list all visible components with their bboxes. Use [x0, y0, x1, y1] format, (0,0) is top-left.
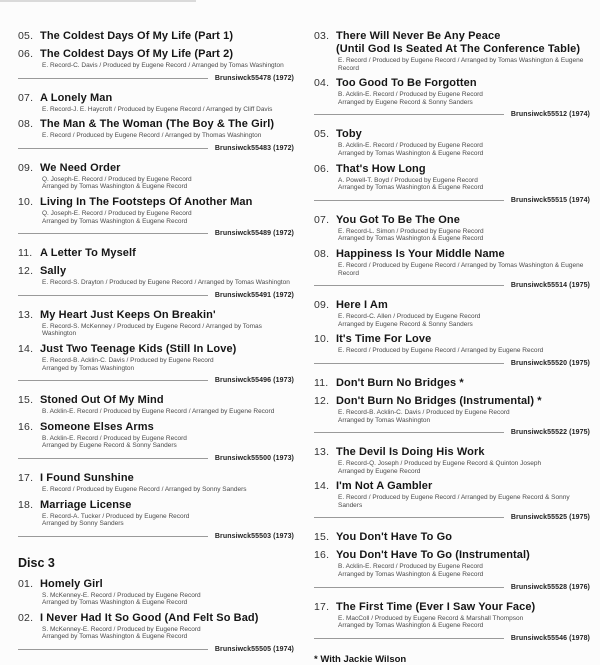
track-row [314, 549, 590, 578]
rule-line [18, 148, 208, 149]
track-title: Happiness Is Your Middle Name [336, 247, 505, 260]
track-credit: E. Record-A. Tucker / Produced by Eugene Record [42, 512, 190, 520]
track-number: 09. [18, 161, 34, 174]
track-credit: Arranged by Tomas Washington & Eugene Record [42, 217, 188, 225]
rule-line [314, 200, 504, 201]
track-credit: S. McKenney-E. Record / Produced by Eugene Record [42, 591, 201, 599]
track-credit: B. Acklin-E. Record / Produced by Eugene Record [338, 142, 483, 150]
track-title: Here I Am [336, 299, 388, 312]
catalog-number: Brunsiwck55483 (1972) [214, 144, 294, 152]
track-credit: E. Record-C. Davis / Produced by Eugene Record / Arranged by Tomas Washington [42, 62, 284, 69]
track-row [18, 472, 294, 494]
track-credit: E. Record-Q. Joseph / Produced by Eugene Record & Quinton Joseph [338, 460, 542, 468]
track-title: Homely Girl [40, 577, 103, 590]
track-number: 17. [18, 471, 34, 484]
track-row [314, 480, 590, 509]
track-credit: Arranged by Eugene Record [338, 467, 421, 475]
track-number: 14. [18, 342, 34, 355]
catalog-number: Brunsiwck55491 (1972) [214, 291, 294, 299]
track-row [18, 247, 294, 260]
track-credit: Q. Joseph-E. Record / Produced by Eugene Record [42, 209, 192, 217]
track-title: Toby [336, 128, 362, 141]
track-row [314, 377, 590, 390]
track-credit: Arranged by Tomas Washington [42, 364, 135, 372]
track-credit: E. Record-S. McKenney / Produced by Eugene Record / Arranged by Tomas Washington [42, 322, 262, 338]
track-credit: B. Acklin-E. Record / Produced by Eugene Record [338, 563, 483, 571]
track-number: 09. [314, 299, 330, 312]
catalog-number: Brunsiwck55500 (1973) [214, 454, 294, 462]
track-title: Just Two Teenage Kids (Still In Love) [40, 342, 237, 355]
track-body [40, 118, 294, 140]
track-number: 01. [18, 577, 34, 590]
track-row [314, 214, 590, 243]
track-number: 06. [18, 48, 34, 60]
track-row [314, 128, 590, 157]
track-row [314, 163, 590, 192]
track-row [18, 612, 294, 641]
track-credit: E. Record / Produced by Eugene Record / Arranged by Eugene Record [338, 347, 544, 355]
track-row [18, 578, 294, 607]
track-body [336, 299, 590, 328]
catalog-rule [18, 533, 294, 540]
rule-line [18, 78, 208, 79]
catalog-rule [18, 75, 294, 82]
track-row [314, 601, 590, 630]
track-body [336, 377, 590, 390]
track-body [40, 162, 294, 191]
track-row [314, 248, 590, 277]
track-body [40, 472, 294, 494]
rule-line [314, 114, 504, 115]
catalog-number: Brunsiwck55512 (1974) [510, 111, 590, 119]
track-credit: Arranged by Eugene Record & Sonny Sanders [42, 442, 177, 450]
rule-line [314, 363, 504, 364]
track-body [336, 531, 590, 544]
track-body [40, 247, 294, 260]
track-credit: Arranged by Tomas Washington & Eugene Record [338, 622, 484, 630]
track-number: 15. [314, 531, 330, 544]
track-row [18, 265, 294, 287]
track-title: Marriage License [40, 498, 132, 511]
track-body [40, 499, 294, 528]
track-number: 11. [314, 376, 329, 389]
track-credit: E. Record-J. E. Haycroft / Produced by Eugene Record / Arranged by Cliff Davis [42, 105, 273, 113]
right-column [312, 30, 590, 665]
track-number: 07. [18, 91, 34, 104]
track-title: The Devil Is Doing His Work [336, 446, 485, 459]
track-credit: A. Powell-T. Boyd / Produced by Eugene Record [338, 176, 478, 184]
track-title: It's Time For Love [336, 333, 432, 346]
track-credit: E. Record-C. Allen / Produced by Eugene Record [338, 313, 481, 321]
track-body [336, 248, 590, 277]
track-credit: E. Record / Produced by Eugene Record / Arranged by Tomas Washington & Eugene Record [338, 261, 584, 277]
track-credit: E. Record-B. Acklin-C. Davis / Produced by Eugene Record [42, 356, 214, 364]
catalog-rule [18, 646, 294, 653]
track-credit: Arranged by Tomas Washington & Eugene Record [338, 235, 484, 243]
catalog-number: Brunsiwck55522 (1975) [510, 429, 590, 437]
rule-line [314, 587, 504, 588]
track-number: 18. [18, 498, 34, 511]
rule-line [18, 649, 208, 650]
track-row [314, 77, 590, 106]
track-row [18, 394, 294, 416]
track-title-line2: (Until God Is Seated At The Conference Table) [336, 43, 581, 55]
track-row [314, 531, 590, 544]
track-number: 05. [18, 30, 34, 42]
track-body [40, 48, 294, 70]
track-body [40, 309, 294, 338]
track-body [336, 549, 590, 578]
catalog-number: Brunsiwck55525 (1975) [510, 514, 590, 522]
catalog-rule [18, 455, 294, 462]
track-body [40, 196, 294, 225]
catalog-number: Brunsiwck55528 (1976) [510, 583, 590, 591]
track-title: I'm Not A Gambler [336, 480, 433, 493]
rule-line [314, 285, 504, 286]
track-title: That's How Long [336, 162, 426, 175]
track-title: Living In The Footsteps Of Another Man [40, 195, 253, 208]
track-title: You Got To Be The One [336, 213, 460, 226]
track-row [314, 395, 590, 424]
track-row [18, 421, 294, 450]
track-row [18, 162, 294, 191]
catalog-rule [314, 635, 590, 642]
track-title: Too Good To Be Forgotten [336, 77, 477, 90]
track-credit: Q. Joseph-E. Record / Produced by Eugene Record [42, 175, 192, 183]
track-body [40, 394, 294, 416]
track-credit: Arranged by Tomas Washington & Eugene Record [42, 183, 188, 191]
catalog-rule [314, 360, 590, 367]
track-credit: Arranged by Eugene Record & Sonny Sanders [338, 320, 473, 328]
track-number: 08. [18, 118, 34, 131]
track-title: A Letter To Myself [40, 247, 136, 260]
track-credit: B. Acklin-E. Record / Produced by Eugene Record [338, 91, 483, 99]
track-credit: Arranged by Tomas Washington & Eugene Record [42, 599, 188, 607]
track-body [336, 601, 590, 630]
track-number: 16. [18, 420, 34, 433]
track-body [40, 578, 294, 607]
catalog-rule [314, 429, 590, 436]
track-row [314, 446, 590, 475]
track-row [18, 343, 294, 372]
track-credit: Arranged by Tomas Washington & Eugene Record [338, 149, 484, 157]
catalog-rule [314, 514, 590, 521]
track-number: 08. [314, 247, 330, 260]
track-title: A Lonely Man [40, 91, 113, 104]
catalog-number: Brunsiwck55496 (1973) [214, 377, 294, 385]
track-credit: E. MacColl / Produced by Eugene Record & Marshall Thompson [338, 614, 524, 622]
track-credit: B. Acklin-E. Record / Produced by Eugene Record [42, 434, 187, 442]
track-number: 05. [314, 128, 330, 141]
catalog-rule [18, 145, 294, 152]
track-title: I Found Sunshine [40, 471, 134, 484]
track-credit: Arranged by Eugene Record & Sonny Sanders [338, 98, 473, 106]
track-number: 03. [314, 30, 330, 42]
track-number: 04. [314, 77, 330, 90]
rule-line [314, 638, 504, 639]
track-body [336, 395, 590, 424]
track-number: 11. [18, 247, 33, 260]
track-row [18, 309, 294, 338]
track-number: 06. [314, 162, 330, 175]
catalog-rule [18, 230, 294, 237]
track-body [336, 214, 590, 243]
track-number: 12. [314, 394, 330, 407]
track-number: 17. [314, 600, 330, 613]
track-credit: E. Record / Produced by Eugene Record / Arranged by Sonny Sanders [42, 485, 247, 493]
catalog-number: Brunsiwck55514 (1975) [510, 282, 590, 290]
rule-line [314, 432, 504, 433]
catalog-rule [18, 292, 294, 299]
track-row [314, 30, 590, 72]
catalog-rule [314, 584, 590, 591]
catalog-number: Brunsiwck55503 (1973) [214, 532, 294, 540]
left-column [18, 30, 294, 654]
track-row [314, 299, 590, 328]
track-credit: Arranged by Tomas Washington & Eugene Record [338, 184, 484, 192]
track-row [18, 499, 294, 528]
track-title: Sally [40, 265, 67, 278]
track-credit: B. Acklin-E. Record / Produced by Eugene Record / Arranged by Eugene Record [42, 408, 275, 416]
track-body [40, 30, 294, 43]
track-credit: E. Record-B. Acklin-C. Davis / Produced by Eugene Record [338, 408, 510, 416]
track-body [336, 128, 590, 157]
track-number: 12. [18, 265, 34, 278]
track-title: Stoned Out Of My Mind [40, 394, 164, 407]
track-credit: S. McKenney-E. Record / Produced by Eugene Record [42, 625, 201, 633]
track-number: 10. [314, 333, 330, 346]
track-title: The Man & The Woman (The Boy & The Girl) [40, 118, 275, 131]
rule-line [18, 233, 208, 234]
track-row [18, 48, 294, 70]
catalog-rule [314, 282, 590, 289]
rule-line [18, 380, 208, 381]
track-number: 14. [314, 480, 330, 493]
track-title: You Don't Have To Go (Instrumental) [336, 549, 530, 562]
track-title: You Don't Have To Go [336, 531, 453, 544]
catalog-number: Brunsiwck55505 (1974) [214, 646, 294, 654]
track-body [336, 163, 590, 192]
track-title: My Heart Just Keeps On Breakin' [40, 308, 216, 321]
footnote: * With Jackie Wilson [314, 653, 407, 665]
scan-edge-artifact [0, 0, 196, 2]
track-number: 16. [314, 549, 330, 562]
catalog-rule [18, 377, 294, 384]
rule-line [18, 295, 208, 296]
track-credit: Arranged by Tomas Washington [338, 416, 431, 424]
track-number: 13. [18, 308, 34, 321]
track-title: There Will Never Be Any Peace [336, 30, 501, 42]
track-credit: E. Record / Produced by Eugene Record / Arranged by Tomas Washington & Eugene Record [338, 57, 584, 72]
track-title: The First Time (Ever I Saw Your Face) [336, 600, 536, 613]
catalog-number: Brunsiwck55546 (1978) [510, 634, 590, 642]
track-number: 13. [314, 446, 330, 459]
track-title: Don't Burn No Bridges * [336, 376, 464, 389]
catalog-number: Brunsiwck55478 (1972) [214, 74, 294, 82]
track-body [336, 77, 590, 106]
track-row [18, 92, 294, 114]
track-number: 15. [18, 394, 34, 407]
disc-header: Disc 3 [18, 555, 55, 570]
track-body [40, 343, 294, 372]
track-body [336, 446, 590, 475]
track-credit: Arranged by Tomas Washington & Eugene Record [338, 571, 484, 579]
track-row [18, 118, 294, 140]
track-number: 07. [314, 213, 330, 226]
track-title: Don't Burn No Bridges (Instrumental) * [336, 394, 542, 407]
track-body [336, 480, 590, 509]
track-row [314, 333, 590, 355]
track-body [40, 265, 294, 287]
track-body [40, 92, 294, 114]
track-credit: E. Record-S. Drayton / Produced by Eugene Record / Arranged by Tomas Washington [42, 279, 290, 287]
track-title: Someone Elses Arms [40, 420, 154, 433]
track-credit: Arranged by Sonny Sanders [42, 520, 124, 528]
catalog-rule [314, 197, 590, 204]
track-credit: E. Record / Produced by Eugene Record / Arranged by Thomas Washington [42, 132, 262, 140]
rule-line [314, 517, 504, 518]
track-number: 02. [18, 611, 34, 624]
rule-line [18, 458, 208, 459]
catalog-number: Brunsiwck55515 (1974) [510, 196, 590, 204]
track-credit: E. Record / Produced by Eugene Record / Arranged by Eugene Record & Sonny Sanders [338, 494, 570, 509]
rule-line [18, 536, 208, 537]
track-credit: Arranged by Tomas Washington & Eugene Record [42, 633, 188, 641]
track-row [18, 196, 294, 225]
track-title: We Need Order [40, 161, 121, 174]
track-body [40, 421, 294, 450]
track-credit: E. Record-L. Simon / Produced by Eugene Record [338, 227, 484, 235]
track-title: I Never Had It So Good (And Felt So Bad) [40, 611, 259, 624]
track-body [336, 333, 590, 355]
track-body [40, 612, 294, 641]
track-title: The Coldest Days Of My Life (Part 2) [40, 48, 234, 60]
catalog-rule [314, 111, 590, 118]
catalog-number: Brunsiwck55489 (1972) [214, 230, 294, 238]
track-number: 10. [18, 195, 34, 208]
track-title: The Coldest Days Of My Life (Part 1) [40, 30, 234, 42]
track-row [18, 30, 294, 43]
catalog-number: Brunsiwck55520 (1975) [510, 359, 590, 367]
track-body [336, 30, 590, 72]
